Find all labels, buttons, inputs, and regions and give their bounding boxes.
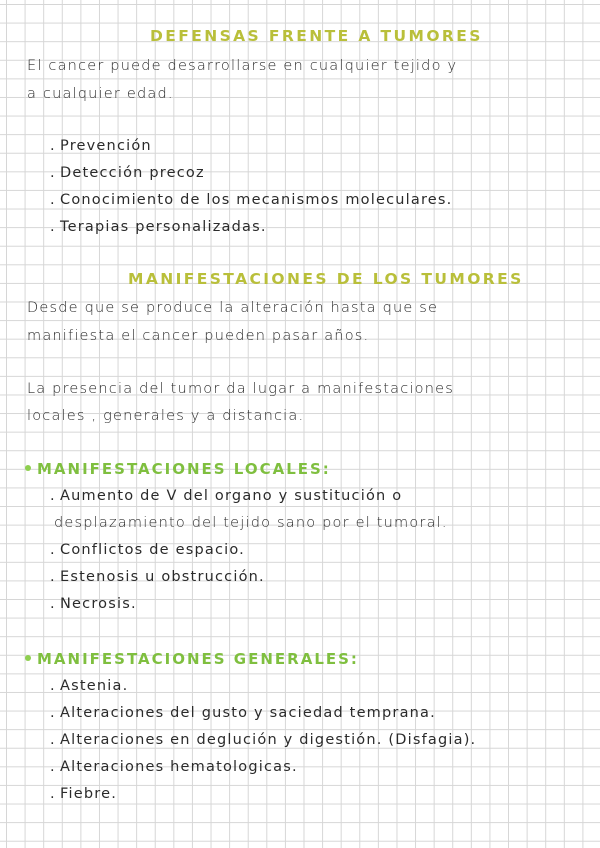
list-item: . Conflictos de espacio.	[50, 542, 245, 558]
heading-manifestaciones-generales: MANIFESTACIONES GENERALES:	[25, 650, 359, 668]
paragraph-line: manifiesta el cancer pueden pasar años.	[27, 328, 370, 344]
list-item: . Necrosis.	[50, 596, 137, 612]
list-item: . Conocimiento de los mecanismos moleculares.	[50, 192, 453, 208]
paragraph-line: Desde que se produce la alteración hasta que se	[27, 300, 439, 316]
list-item: . Fiebre.	[50, 786, 118, 802]
bullet-dot-icon	[25, 655, 31, 661]
paragraph-line: La presencia del tumor da lugar a manifestaciones	[27, 381, 454, 397]
list-item: . Alteraciones en deglución y digestión. (Disfagia).	[50, 732, 477, 748]
list-item: . Detección precoz	[50, 165, 205, 181]
section-title-manifestaciones: MANIFESTACIONES DE LOS TUMORES	[128, 270, 524, 288]
list-item: . Astenia.	[50, 678, 129, 694]
list-item-continuation: desplazamiento del tejido sano por el tumoral.	[54, 515, 448, 531]
bullet-dot-icon	[25, 465, 31, 471]
list-item: . Alteraciones del gusto y saciedad temprana.	[50, 705, 436, 721]
list-item: . Alteraciones hematologicas.	[50, 759, 298, 775]
list-item: . Terapias personalizadas.	[50, 219, 267, 235]
paragraph-line: locales , generales y a distancia.	[27, 408, 305, 424]
page-title: DEFENSAS FRENTE A TUMORES	[150, 27, 483, 45]
intro-line-1: El cancer puede desarrollarse en cualquier tejido y	[27, 58, 458, 74]
list-item: . Estenosis u obstrucción.	[50, 569, 265, 585]
list-item: . Prevención	[50, 138, 152, 154]
heading-manifestaciones-locales: MANIFESTACIONES LOCALES:	[25, 460, 331, 478]
list-item: . Aumento de V del organo y sustitución o	[50, 488, 403, 504]
intro-line-2: a cualquier edad.	[27, 86, 174, 102]
